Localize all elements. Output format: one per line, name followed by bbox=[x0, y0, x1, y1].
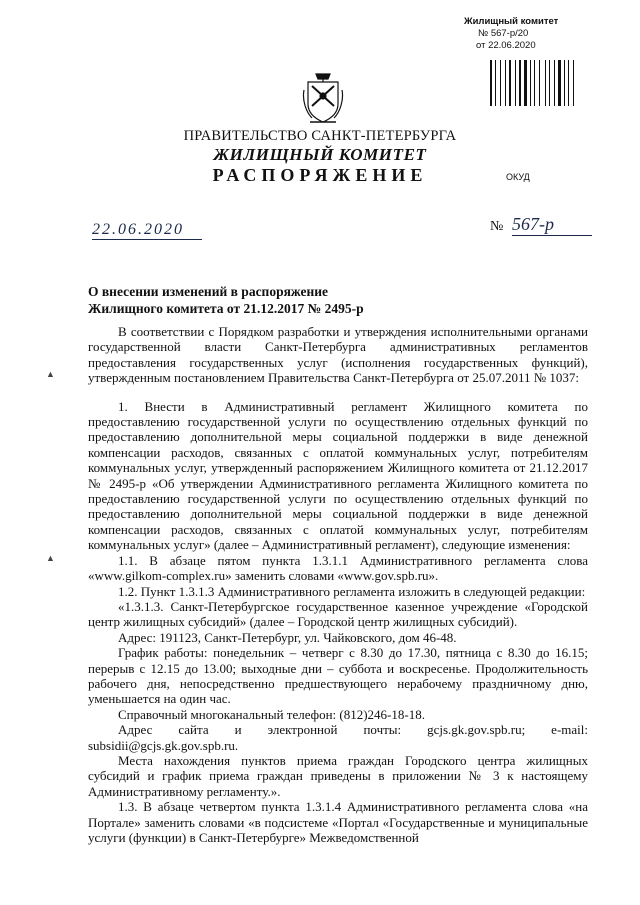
stamp-committee: Жилищный комитет bbox=[464, 16, 559, 27]
handwritten-number: 567-р bbox=[512, 214, 592, 236]
handwritten-date: 22.06.2020 bbox=[92, 221, 202, 240]
document-type: РАСПОРЯЖЕНИЕ bbox=[212, 165, 428, 185]
okud-label: ОКУД bbox=[506, 172, 530, 182]
barcode-bar bbox=[530, 60, 532, 106]
paragraph-1-3-1-3: «1.3.1.3. Санкт-Петербургское государственное казенное учреждение «Городской центр жилищных субсидий» (далее – Городской центр жилищных субсидий). bbox=[88, 598, 588, 630]
document-subject bbox=[88, 283, 428, 317]
barcode-bar bbox=[524, 60, 527, 106]
paragraph-1-1: 1.1. В абзаце пятом пункта 1.3.1.1 Административного регламента слова «www.gilkom-complex.ru» заменить словами «www.gov.spb.ru». bbox=[88, 552, 588, 584]
barcode-bar bbox=[517, 60, 518, 106]
subject-line-1: О внесении изменений в распоряжение bbox=[88, 284, 329, 299]
barcode-bar bbox=[568, 60, 569, 106]
barcode-bar bbox=[519, 60, 521, 106]
barcode-bar bbox=[539, 60, 540, 106]
barcode-bar bbox=[534, 60, 535, 106]
barcode-bar bbox=[507, 60, 508, 106]
barcode-bar bbox=[515, 60, 516, 106]
barcode-bar bbox=[522, 60, 523, 106]
barcode-bar bbox=[570, 60, 572, 106]
barcode-bar bbox=[512, 60, 515, 106]
number-label: № bbox=[490, 219, 504, 234]
barcode-bar bbox=[566, 60, 567, 106]
barcode-bar bbox=[495, 60, 496, 106]
barcode-bar bbox=[509, 60, 511, 106]
document-body bbox=[88, 324, 588, 845]
barcode-bar bbox=[549, 60, 551, 106]
paragraph-site-email: Адрес сайта и электронной почты: gcjs.gk.gov.spb.ru; e-mail: subsidii@gcjs.gk.gov.spb.ru. bbox=[88, 722, 588, 753]
margin-mark-icon: ▲ bbox=[46, 369, 55, 379]
barcode-bar bbox=[505, 60, 506, 106]
barcode-bar bbox=[573, 60, 574, 106]
paragraph-address: Адрес: 191123, Санкт-Петербург, ул. Чайковского, дом 46-48. bbox=[118, 629, 457, 645]
barcode-bar bbox=[554, 60, 555, 106]
stamp-date: от 22.06.2020 bbox=[476, 40, 536, 51]
barcode-bar bbox=[547, 60, 548, 106]
barcode-bar bbox=[545, 60, 546, 106]
barcode-bar bbox=[532, 60, 533, 106]
barcode-bar bbox=[493, 60, 494, 106]
barcode bbox=[490, 60, 574, 106]
coat-of-arms-icon bbox=[302, 70, 344, 126]
paragraph-1: 1. Внести в Административный регламент Жилищного комитета по предоставлению государственной услуги по осуществлению отдельных функций по предоставлению дополнительной меры социальной поддержки в виде денежной компенсации расходов, связанных с оплатой коммунальных услуг, потребителям коммунальных услуг, утвержденный распоряжением Жилищного комитета от 21.12.2017 № 2495-р «Об утверждении Административного регламента Жилищного комитета по предоставлению государственной услуги по осуществлению отдельных функций по предоставлению дополнительной меры социальной поддержки в виде денежной компенсации расходов, связанных с оплатой коммунальных услуг, потребителям коммунальных услуг» (далее – Административный регламент), следующие изменения: bbox=[88, 398, 588, 553]
paragraph-locations: Места нахождения пунктов приема граждан Городского центра жилищных субсидий и график приема граждан приведены в приложении № 3 к настоящему Административному регламенту.». bbox=[88, 752, 588, 799]
barcode-bar bbox=[562, 60, 563, 106]
paragraph-preamble: В соответствии с Порядком разработки и утверждения исполнительными органами государственной власти Санкт-Петербурга административных регламентов предоставления государственных услуг (исполнения государственных функций), утвержденным постановлением Правительства Санкт-Петербурга от 25.07.2011 № 1037: bbox=[88, 324, 588, 386]
barcode-bar bbox=[528, 60, 529, 106]
committee-title: ЖИЛИЩНЫЙ КОМИТЕТ bbox=[213, 145, 427, 164]
barcode-bar bbox=[497, 60, 500, 106]
barcode-bar bbox=[564, 60, 566, 106]
margin-mark-icon: ▲ bbox=[46, 553, 55, 563]
barcode-bar bbox=[556, 60, 557, 106]
barcode-bar bbox=[490, 60, 492, 106]
barcode-bar bbox=[541, 60, 544, 106]
government-title: ПРАВИТЕЛЬСТВО САНКТ-ПЕТЕРБУРГА bbox=[183, 128, 457, 144]
paragraph-1-3: 1.3. В абзаце четвертом пункта 1.3.1.4 Административного регламента слова «на Портале» заменить словами «в подсистеме «Портал «Государственные и муниципальные услуги (функции) в Санкт-Петербурге» Межведомственной bbox=[88, 799, 588, 845]
paragraph-schedule: График работы: понедельник – четверг с 8.30 до 17.30, пятница с 8.30 до 16.15; перерыв с 12.15 до 13.00; выходные дни – суббота и воскресенье. Продолжительность рабочего дня, непосредственно предшествующего нерабочему праздничному дню, уменьшается на один час. bbox=[88, 645, 588, 707]
barcode-bar bbox=[551, 60, 553, 106]
paragraph-1-2: 1.2. Пункт 1.3.1.3 Административного регламента изложить в следующей редакции: bbox=[118, 583, 586, 599]
registration-stamp bbox=[464, 16, 584, 52]
stamp-number: № 567-р/20 bbox=[478, 28, 529, 39]
paragraph-phone: Справочный многоканальный телефон: (812)246-18-18. bbox=[118, 706, 425, 722]
barcode-bar bbox=[502, 60, 504, 106]
subject-line-2: Жилищного комитета от 21.12.2017 № 2495-р bbox=[88, 301, 364, 316]
barcode-bar bbox=[558, 60, 561, 106]
barcode-bar bbox=[536, 60, 538, 106]
barcode-bar bbox=[500, 60, 501, 106]
